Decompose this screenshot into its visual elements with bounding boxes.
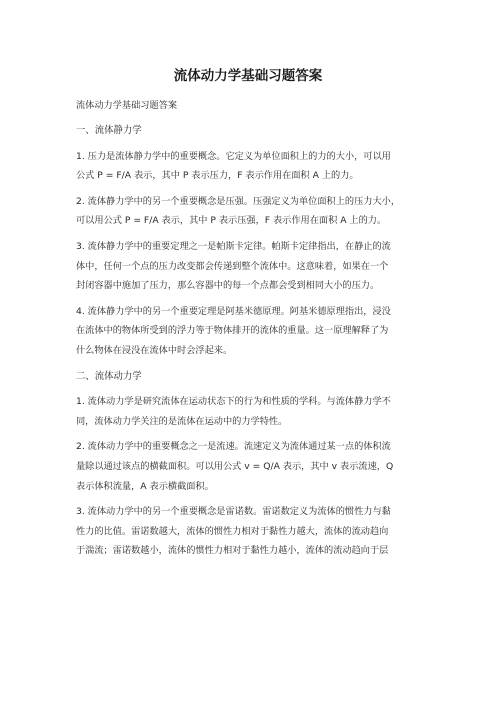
paragraph: [76, 502, 426, 561]
document-title: 流体动力学基础习题答案: [173, 68, 323, 84]
text-line: 1. 压力是流体静力学中的重要概念。它定义为单位面积上的力的大小，可以用: [76, 150, 391, 162]
text-line: 可以用公式 P = F/A 表示，其中 P 表示压强，F 表示作用在面积 A 上的力。: [76, 215, 387, 227]
text-line: 同，流体动力学关注的是流体在运动中的力学特性。: [76, 415, 288, 427]
section-heading: [76, 121, 426, 141]
paragraph: [76, 96, 426, 116]
paragraph: [76, 237, 426, 296]
text-line: 一、流体静力学: [76, 125, 142, 137]
paragraph: [76, 392, 426, 432]
text-line: 3. 流体静力学中的重要定理之一是帕斯卡定律。帕斯卡定律指出，在静止的流: [76, 240, 391, 252]
text-line: 在流体中的物体所受到的浮力等于物体排开的流体的重量。这一原理解释了为: [76, 325, 389, 337]
text-line: 公式 P = F/A 表示，其中 P 表示压力，F 表示作用在面积 A 上的力。: [76, 170, 359, 182]
text-line: 2. 流体动力学中的重要概念之一是流速。流速定义为流体通过某一点的体积流: [76, 440, 391, 452]
text-line: 什么物体在浸没在流体中时会浮起来。: [76, 345, 233, 357]
paragraph: [76, 302, 426, 361]
text-line: 3. 流体动力学中的另一个重要概念是雷诺数。雷诺数定义为流体的惯性力与黏: [76, 505, 391, 517]
paragraph: [76, 192, 426, 232]
paragraph: [76, 147, 426, 187]
text-line: 二、流体动力学: [76, 370, 142, 382]
text-line: 量除以通过该点的横截面积。可以用公式 v = Q/A 表示，其中 v 表示流速，Q: [76, 460, 394, 472]
text-line: 表示体积流量，A 表示横截面积。: [76, 480, 214, 492]
text-line: 性力的比值。雷诺数越大，流体的惯性力相对于黏性力越大，流体的流动趋向: [76, 525, 389, 537]
text-line: 流体动力学基础习题答案: [76, 100, 178, 111]
text-line: 封闭容器中施加了压力，那么容器中的每一个点都会受到相同大小的压力。: [76, 280, 380, 292]
text-line: 于湍流；雷诺数越小，流体的惯性力相对于黏性力越小，流体的流动趋向于层: [76, 545, 389, 557]
text-line: 1. 流体动力学是研究流体在运动状态下的行为和性质的学科。与流体静力学不: [76, 395, 391, 407]
document-body: [76, 96, 426, 567]
section-heading: [76, 367, 426, 387]
text-line: 4. 流体静力学中的另一个重要定理是阿基米德原理。阿基米德原理指出，浸没: [76, 305, 391, 317]
paragraph: [76, 437, 426, 496]
text-line: 体中，任何一个点的压力改变都会传递到整个流体中。这意味着，如果在一个: [76, 260, 389, 272]
text-line: 2. 流体静力学中的另一个重要概念是压强。压强定义为单位面积上的压力大小，: [76, 195, 401, 207]
